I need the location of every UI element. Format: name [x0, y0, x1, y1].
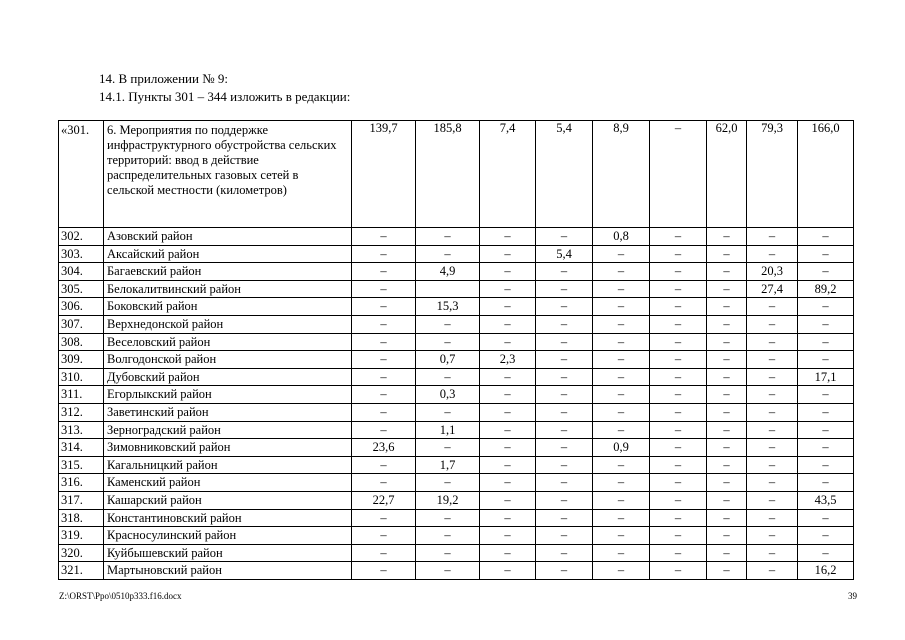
value-cell: –	[798, 439, 854, 457]
row-name: Мартыновский район	[104, 562, 352, 580]
value-cell: –	[707, 509, 747, 527]
value-cell: –	[480, 333, 536, 351]
value-cell: 62,0	[707, 121, 747, 228]
value-cell: –	[747, 421, 798, 439]
value-cell: –	[593, 544, 650, 562]
value-cell: –	[747, 333, 798, 351]
value-cell: –	[480, 280, 536, 298]
value-cell: 185,8	[416, 121, 480, 228]
row-number: 303.	[59, 245, 104, 263]
value-cell: –	[747, 456, 798, 474]
value-cell: –	[650, 228, 707, 246]
table-row	[59, 527, 854, 545]
value-cell: –	[352, 315, 416, 333]
value-cell: –	[416, 474, 480, 492]
value-cell: –	[798, 315, 854, 333]
value-cell: –	[536, 368, 593, 386]
table-body	[59, 121, 854, 580]
value-cell: 0,3	[416, 386, 480, 404]
row-name: Багаевский район	[104, 263, 352, 281]
value-cell: –	[536, 474, 593, 492]
value-cell: 7,4	[480, 121, 536, 228]
value-cell: 20,3	[747, 263, 798, 281]
value-cell: –	[416, 544, 480, 562]
value-cell: –	[593, 509, 650, 527]
value-cell: –	[352, 228, 416, 246]
value-cell: –	[352, 368, 416, 386]
row-number: 317.	[59, 491, 104, 509]
value-cell: –	[352, 351, 416, 369]
value-cell: –	[536, 386, 593, 404]
value-cell: –	[593, 263, 650, 281]
row-number: 304.	[59, 263, 104, 281]
value-cell: –	[480, 544, 536, 562]
row-name: Веселовский район	[104, 333, 352, 351]
row-name: Аксайский район	[104, 245, 352, 263]
value-cell: 27,4	[747, 280, 798, 298]
table-row	[59, 263, 854, 281]
value-cell: –	[650, 456, 707, 474]
value-cell: –	[416, 527, 480, 545]
value-cell: –	[352, 421, 416, 439]
value-cell: 5,4	[536, 245, 593, 263]
value-cell: –	[480, 298, 536, 316]
value-cell: –	[536, 298, 593, 316]
value-cell: –	[593, 474, 650, 492]
value-cell: –	[352, 474, 416, 492]
value-cell: –	[480, 315, 536, 333]
table-row	[59, 562, 854, 580]
value-cell: –	[416, 245, 480, 263]
value-cell: –	[536, 527, 593, 545]
row-number: 315.	[59, 456, 104, 474]
row-number: 321.	[59, 562, 104, 580]
table-row	[59, 474, 854, 492]
value-cell: –	[480, 403, 536, 421]
value-cell: –	[747, 351, 798, 369]
table-row	[59, 386, 854, 404]
row-name: Боковский район	[104, 298, 352, 316]
value-cell: 22,7	[352, 491, 416, 509]
value-cell: –	[593, 386, 650, 404]
value-cell: –	[416, 228, 480, 246]
value-cell: –	[536, 315, 593, 333]
value-cell: –	[707, 474, 747, 492]
value-cell: –	[747, 474, 798, 492]
value-cell: –	[707, 456, 747, 474]
value-cell: –	[798, 298, 854, 316]
value-cell: –	[747, 228, 798, 246]
value-cell: –	[707, 527, 747, 545]
value-cell: –	[798, 544, 854, 562]
value-cell: –	[650, 562, 707, 580]
row-name: Заветинский район	[104, 403, 352, 421]
table-row	[59, 298, 854, 316]
value-cell: –	[747, 403, 798, 421]
value-cell: –	[593, 351, 650, 369]
value-cell: –	[480, 474, 536, 492]
value-cell: –	[416, 333, 480, 351]
row-number: «301.	[59, 121, 104, 228]
value-cell: –	[650, 474, 707, 492]
value-cell: –	[650, 509, 707, 527]
measures-table	[58, 120, 854, 580]
value-cell: –	[416, 439, 480, 457]
value-cell: –	[650, 368, 707, 386]
row-number: 318.	[59, 509, 104, 527]
value-cell: –	[593, 562, 650, 580]
value-cell: –	[707, 280, 747, 298]
row-name: Константиновский район	[104, 509, 352, 527]
row-number: 313.	[59, 421, 104, 439]
row-name: Белокалитвинский район	[104, 280, 352, 298]
heading-item-14: 14. В приложении № 9:	[99, 71, 228, 86]
table-row	[59, 403, 854, 421]
value-cell: –	[798, 403, 854, 421]
table-row	[59, 439, 854, 457]
value-cell: –	[650, 121, 707, 228]
value-cell: –	[536, 333, 593, 351]
value-cell: –	[747, 509, 798, 527]
value-cell: 4,9	[416, 263, 480, 281]
value-cell: –	[747, 527, 798, 545]
table-row	[59, 368, 854, 386]
value-cell: –	[650, 386, 707, 404]
value-cell: –	[352, 544, 416, 562]
value-cell: –	[747, 562, 798, 580]
value-cell: –	[593, 280, 650, 298]
row-name: Кагальницкий район	[104, 456, 352, 474]
heading-item-14-1: 14.1. Пункты 301 – 344 изложить в редакции:	[99, 89, 351, 104]
row-number: 316.	[59, 474, 104, 492]
value-cell: –	[798, 509, 854, 527]
value-cell: –	[798, 421, 854, 439]
value-cell: –	[536, 439, 593, 457]
value-cell: –	[480, 527, 536, 545]
value-cell: 5,4	[536, 121, 593, 228]
value-cell: –	[352, 403, 416, 421]
value-cell: –	[480, 228, 536, 246]
value-cell: –	[352, 527, 416, 545]
value-cell: –	[747, 298, 798, 316]
value-cell: –	[480, 421, 536, 439]
value-cell: 15,3	[416, 298, 480, 316]
footer-file-path: Z:\ORST\Ppo\0510p333.f16.docx	[59, 591, 182, 601]
value-cell: –	[707, 562, 747, 580]
value-cell: –	[536, 421, 593, 439]
row-number: 306.	[59, 298, 104, 316]
value-cell: –	[536, 509, 593, 527]
value-cell: –	[480, 368, 536, 386]
value-cell: –	[650, 280, 707, 298]
table-row	[59, 315, 854, 333]
row-name: Кашарский район	[104, 491, 352, 509]
value-cell: 139,7	[352, 121, 416, 228]
table-row	[59, 228, 854, 246]
value-cell: –	[747, 491, 798, 509]
row-name: Азовский район	[104, 228, 352, 246]
value-cell: –	[352, 456, 416, 474]
value-cell: –	[416, 403, 480, 421]
value-cell: –	[798, 333, 854, 351]
value-cell: –	[536, 228, 593, 246]
value-cell: –	[650, 351, 707, 369]
value-cell: –	[593, 245, 650, 263]
value-cell: –	[707, 544, 747, 562]
value-cell: 17,1	[798, 368, 854, 386]
value-cell: –	[747, 386, 798, 404]
table-row	[59, 333, 854, 351]
value-cell: –	[480, 562, 536, 580]
value-cell: –	[747, 245, 798, 263]
row-number: 307.	[59, 315, 104, 333]
value-cell: 0,7	[416, 351, 480, 369]
table-row	[59, 456, 854, 474]
row-number: 314.	[59, 439, 104, 457]
value-cell: –	[650, 527, 707, 545]
value-cell: –	[480, 509, 536, 527]
value-cell: –	[707, 351, 747, 369]
value-cell: 79,3	[747, 121, 798, 228]
value-cell: –	[798, 351, 854, 369]
value-cell: –	[707, 263, 747, 281]
value-cell: –	[352, 280, 416, 298]
value-cell: –	[798, 263, 854, 281]
table-row	[59, 421, 854, 439]
row-name: Егорлыкский район	[104, 386, 352, 404]
value-cell: 0,9	[593, 439, 650, 457]
row-number: 319.	[59, 527, 104, 545]
table-row	[59, 544, 854, 562]
table-row	[59, 351, 854, 369]
value-cell: –	[650, 403, 707, 421]
value-cell: –	[536, 544, 593, 562]
value-cell: –	[650, 298, 707, 316]
value-cell: –	[707, 315, 747, 333]
value-cell: –	[480, 491, 536, 509]
value-cell: –	[536, 456, 593, 474]
value-cell: –	[352, 263, 416, 281]
value-cell: –	[798, 386, 854, 404]
value-cell: 23,6	[352, 439, 416, 457]
value-cell: –	[480, 263, 536, 281]
value-cell: 0,8	[593, 228, 650, 246]
value-cell: –	[593, 298, 650, 316]
value-cell: –	[707, 403, 747, 421]
value-cell: –	[747, 439, 798, 457]
row-name: 6. Мероприятия по поддержке инфраструктурного обустройства сельских территорий: ввод в действие распределительных газовых сетей в сельской местности (километров)	[104, 121, 352, 228]
row-name: Зимовниковский район	[104, 439, 352, 457]
value-cell: –	[352, 509, 416, 527]
row-name: Дубовский район	[104, 368, 352, 386]
value-cell: –	[650, 491, 707, 509]
value-cell: –	[798, 228, 854, 246]
value-cell: –	[416, 509, 480, 527]
row-number: 311.	[59, 386, 104, 404]
value-cell: 1,1	[416, 421, 480, 439]
row-number: 312.	[59, 403, 104, 421]
value-cell: –	[536, 562, 593, 580]
row-number: 305.	[59, 280, 104, 298]
value-cell: –	[650, 544, 707, 562]
value-cell: –	[536, 263, 593, 281]
row-number: 302.	[59, 228, 104, 246]
value-cell: –	[352, 333, 416, 351]
value-cell: 1,7	[416, 456, 480, 474]
value-cell: –	[707, 421, 747, 439]
row-number: 310.	[59, 368, 104, 386]
value-cell: 2,3	[480, 351, 536, 369]
value-cell: 8,9	[593, 121, 650, 228]
row-number: 308.	[59, 333, 104, 351]
table-row	[59, 491, 854, 509]
row-name: Зерноградский район	[104, 421, 352, 439]
value-cell: –	[650, 333, 707, 351]
value-cell: –	[416, 315, 480, 333]
value-cell: –	[707, 386, 747, 404]
value-cell: 16,2	[798, 562, 854, 580]
row-name: Волгодонской район	[104, 351, 352, 369]
value-cell: –	[707, 439, 747, 457]
table-row	[59, 280, 854, 298]
row-number: 309.	[59, 351, 104, 369]
value-cell: 89,2	[798, 280, 854, 298]
value-cell: –	[416, 368, 480, 386]
value-cell: –	[536, 403, 593, 421]
value-cell: 166,0	[798, 121, 854, 228]
value-cell: –	[352, 245, 416, 263]
row-number: 320.	[59, 544, 104, 562]
value-cell: –	[593, 368, 650, 386]
value-cell: –	[707, 333, 747, 351]
value-cell: –	[593, 403, 650, 421]
value-cell: –	[593, 315, 650, 333]
value-cell: –	[798, 474, 854, 492]
value-cell: –	[747, 315, 798, 333]
value-cell: –	[650, 245, 707, 263]
value-cell: –	[798, 527, 854, 545]
value-cell: –	[536, 351, 593, 369]
value-cell: –	[747, 544, 798, 562]
value-cell: 19,2	[416, 491, 480, 509]
value-cell: –	[593, 333, 650, 351]
value-cell: 43,5	[798, 491, 854, 509]
value-cell: –	[480, 245, 536, 263]
table-row	[59, 245, 854, 263]
value-cell: –	[536, 491, 593, 509]
value-cell: –	[650, 421, 707, 439]
value-cell: –	[650, 439, 707, 457]
value-cell: –	[747, 368, 798, 386]
value-cell: –	[416, 562, 480, 580]
row-name: Красносулинский район	[104, 527, 352, 545]
value-cell: –	[798, 456, 854, 474]
row-name: Каменский район	[104, 474, 352, 492]
value-cell: –	[707, 491, 747, 509]
value-cell: –	[480, 456, 536, 474]
value-cell	[416, 280, 480, 298]
value-cell: –	[707, 245, 747, 263]
value-cell: –	[480, 439, 536, 457]
table-row	[59, 509, 854, 527]
table-row	[59, 121, 854, 228]
value-cell: –	[593, 491, 650, 509]
value-cell: –	[352, 562, 416, 580]
row-name: Куйбышевский район	[104, 544, 352, 562]
value-cell: –	[593, 456, 650, 474]
page-number: 39	[848, 591, 857, 601]
value-cell: –	[707, 298, 747, 316]
value-cell: –	[707, 368, 747, 386]
value-cell: –	[593, 527, 650, 545]
value-cell: –	[707, 228, 747, 246]
value-cell: –	[536, 280, 593, 298]
value-cell: –	[352, 298, 416, 316]
value-cell: –	[352, 386, 416, 404]
value-cell: –	[593, 421, 650, 439]
value-cell: –	[798, 245, 854, 263]
value-cell: –	[480, 386, 536, 404]
value-cell: –	[650, 315, 707, 333]
value-cell: –	[650, 263, 707, 281]
row-name: Верхнедонской район	[104, 315, 352, 333]
